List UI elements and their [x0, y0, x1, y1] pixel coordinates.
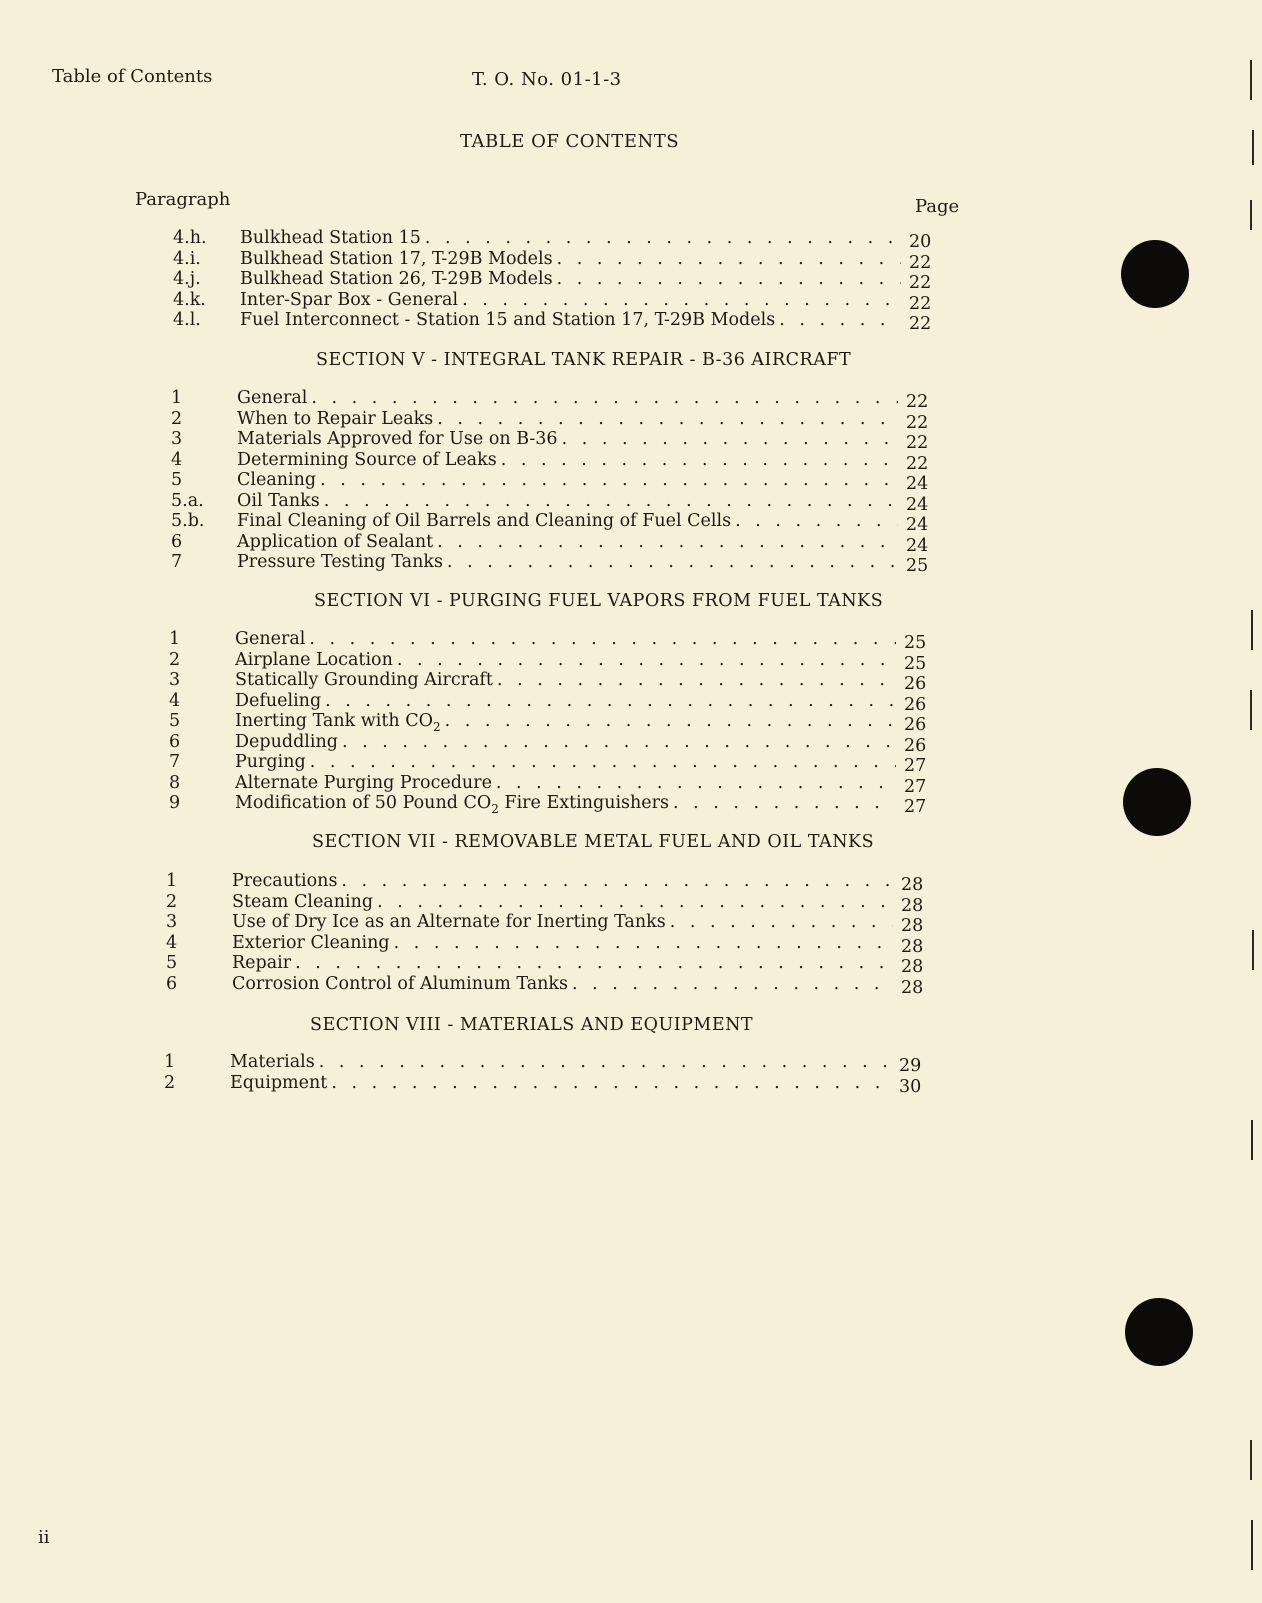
page-number-ref: 22	[909, 273, 932, 293]
paragraph-number: 7	[169, 752, 181, 772]
page-number-ref: 26	[904, 735, 927, 756]
entry-title: Steam Cleaning	[232, 891, 374, 912]
page-number-ref: 26	[904, 674, 927, 694]
subscript: 2	[432, 720, 441, 731]
paragraph-number: 1	[169, 629, 181, 649]
dot-leader	[572, 974, 893, 994]
dot-leader	[673, 793, 896, 813]
dot-leader	[325, 691, 896, 711]
section-heading: SECTION V - INTEGRAL TANK REPAIR - B-36 AIRCRAFT	[316, 350, 852, 370]
paragraph-number: 1	[164, 1052, 176, 1072]
entry-title: Bulkhead Station 26, T-29B Models	[240, 269, 553, 289]
page-number-ref: 25	[904, 633, 927, 653]
page-number: ii	[38, 1527, 50, 1548]
dot-leader	[310, 752, 896, 772]
page-number-ref: 28	[901, 977, 924, 998]
dot-leader	[557, 249, 901, 269]
entry-title: Purging	[235, 752, 306, 772]
page-title: TABLE OF CONTENTS	[460, 131, 680, 152]
entry-title: Exterior Cleaning	[232, 932, 390, 953]
dot-leader	[311, 388, 898, 408]
dot-leader	[437, 532, 898, 552]
tech-order-number: T. O. No. 01-1-3	[472, 69, 622, 90]
paragraph-number: 6	[166, 973, 178, 994]
entry-title: Materials Approved for Use on B-36	[237, 429, 558, 449]
page-edge-mark	[1250, 200, 1252, 230]
binder-hole	[1123, 768, 1191, 836]
dot-leader	[557, 269, 901, 289]
section-heading: SECTION VIII - MATERIALS AND EQUIPMENT	[310, 1015, 754, 1035]
paragraph-number: 4	[171, 449, 183, 470]
page-edge-mark	[1250, 1440, 1252, 1480]
entry-title: Fuel Interconnect - Station 15 and Station 17, T-29B Models	[240, 310, 776, 330]
dot-leader	[462, 290, 901, 310]
paragraph-number: 2	[166, 891, 178, 912]
entry-title: When to Repair Leaks	[237, 408, 434, 429]
dot-leader	[437, 409, 898, 429]
dot-leader	[735, 511, 898, 531]
paragraph-number: 2	[171, 408, 183, 429]
dot-leader	[397, 650, 896, 670]
paragraph-number: 2	[169, 649, 181, 670]
page-number-ref: 24	[906, 494, 929, 515]
dot-leader	[331, 1073, 891, 1093]
entry-title: Cleaning	[237, 470, 317, 490]
dot-leader	[342, 732, 896, 752]
paragraph-number: 8	[169, 772, 181, 793]
dot-leader	[341, 871, 893, 891]
entry-title: Defueling	[235, 690, 322, 711]
entry-title: Inter-Spar Box - General	[240, 289, 459, 310]
page-number-ref: 24	[906, 535, 929, 556]
page-number-ref: 22	[906, 392, 929, 412]
dot-leader	[670, 912, 893, 932]
dot-leader	[319, 1052, 891, 1072]
entry-title: Bulkhead Station 17, T-29B Models	[240, 248, 553, 269]
section-heading: SECTION VI - PURGING FUEL VAPORS FROM FUEL TANKS	[314, 591, 884, 611]
entry-title: General	[237, 388, 308, 408]
paragraph-column-heading: Paragraph	[135, 189, 231, 210]
page-number-ref: 30	[899, 1076, 922, 1097]
entry-title: General	[235, 629, 306, 649]
paragraph-number: 2	[164, 1072, 176, 1093]
paragraph-number: 5	[171, 470, 183, 490]
paragraph-number: 3	[166, 912, 178, 932]
page-number-ref: 22	[906, 412, 929, 433]
dot-leader	[324, 491, 898, 511]
paragraph-number: 6	[171, 531, 183, 552]
dot-leader	[497, 670, 896, 690]
page-number-ref: 28	[901, 875, 924, 895]
paragraph-number: 5.b.	[171, 511, 205, 531]
page-number-ref: 28	[901, 916, 924, 936]
paragraph-number: 4.l.	[173, 310, 201, 330]
page-number-ref: 22	[909, 293, 932, 314]
paragraph-number: 4.k.	[173, 289, 206, 310]
running-header-left: Table of Contents	[52, 66, 213, 87]
paragraph-number: 4	[166, 932, 178, 953]
paragraph-number: 5	[169, 711, 181, 731]
dot-leader	[309, 629, 896, 649]
entry-title: Inerting Tank with $CO_2$	[235, 711, 445, 731]
entry-title: Use of Dry Ice as an Alternate for Inerting Tanks	[232, 912, 666, 932]
page-edge-mark	[1252, 930, 1254, 970]
entry-title: Statically Grounding Aircraft	[235, 670, 493, 690]
paragraph-number: 5.a.	[171, 490, 204, 511]
page-number-ref: 26	[904, 694, 927, 715]
paragraph-number: 3	[169, 670, 181, 690]
dot-leader	[445, 711, 896, 731]
page-number-ref: 28	[901, 936, 924, 957]
entry-title: Alternate Purging Procedure	[235, 772, 492, 793]
entry-title: Oil Tanks	[237, 490, 320, 511]
page-number-ref: 24	[906, 515, 929, 535]
paragraph-number: 6	[169, 731, 181, 752]
binder-hole	[1125, 1298, 1193, 1366]
page-number-ref: 24	[906, 474, 929, 494]
page-edge-mark	[1252, 130, 1254, 165]
page-number-ref: 22	[909, 252, 932, 273]
page-number-ref: 20	[909, 232, 932, 252]
page-edge-mark	[1250, 690, 1252, 730]
page-number-ref: 25	[906, 556, 929, 576]
dot-leader	[377, 892, 893, 912]
entry-title: Airplane Location	[235, 649, 393, 670]
paragraph-number: 4.i.	[173, 248, 201, 269]
paragraph-number: 5	[166, 953, 178, 973]
dot-leader	[425, 228, 901, 248]
page-number-ref: 22	[909, 314, 932, 334]
page-edge-mark	[1250, 60, 1252, 100]
entry-title: Depuddling	[235, 731, 338, 752]
dot-leader	[447, 552, 898, 572]
entry-title: Modification of 50 Pound $CO_2$ Fire Extinguishers	[235, 793, 673, 813]
page-edge-mark	[1251, 1520, 1253, 1570]
subscript: 2	[491, 802, 499, 813]
section-heading: SECTION VII - REMOVABLE METAL FUEL AND OIL TANKS	[312, 832, 875, 852]
binder-hole	[1121, 240, 1189, 308]
page-number-ref: 27	[904, 797, 927, 817]
entry-title: Bulkhead Station 15	[240, 228, 421, 248]
page-number-ref: 28	[901, 957, 924, 977]
entry-title: Determining Source of Leaks	[237, 449, 497, 470]
page-number-ref: 25	[904, 653, 927, 674]
paragraph-number: 7	[171, 552, 183, 572]
page-number-ref: 29	[899, 1056, 922, 1076]
page-number-ref: 22	[906, 453, 929, 474]
paragraph-number: 1	[171, 388, 183, 408]
entry-title: Pressure Testing Tanks	[237, 552, 443, 572]
paragraph-number: 4.h.	[173, 228, 207, 248]
dot-leader	[394, 933, 893, 953]
entry-title: Precautions	[232, 871, 338, 891]
paragraph-number: 9	[169, 793, 181, 813]
dot-leader	[320, 470, 898, 490]
entry-title: Final Cleaning of Oil Barrels and Cleaning of Fuel Cells	[237, 511, 732, 531]
entry-title: Repair	[232, 953, 292, 973]
page-number-ref: 27	[904, 776, 927, 797]
dot-leader	[496, 773, 896, 793]
dot-leader	[501, 450, 898, 470]
page-number-ref: 28	[901, 895, 924, 916]
page-edge-mark	[1251, 1120, 1253, 1160]
entry-title: Application of Sealant	[237, 531, 434, 552]
page-edge-mark	[1251, 610, 1253, 650]
dot-leader	[779, 310, 901, 330]
dot-leader	[562, 429, 898, 449]
entry-title: Materials	[230, 1052, 315, 1072]
entry-title: Equipment	[230, 1072, 328, 1093]
paragraph-number: 4	[169, 690, 181, 711]
page-column-heading: Page	[915, 196, 960, 217]
paragraph-number: 3	[171, 429, 183, 449]
paragraph-number: 4.j.	[173, 269, 201, 289]
entry-title: Corrosion Control of Aluminum Tanks	[232, 973, 569, 994]
page-number-ref: 26	[904, 715, 927, 735]
page-number-ref: 27	[904, 756, 927, 776]
page-number-ref: 22	[906, 433, 929, 453]
paragraph-number: 1	[166, 871, 178, 891]
dot-leader	[295, 953, 893, 973]
